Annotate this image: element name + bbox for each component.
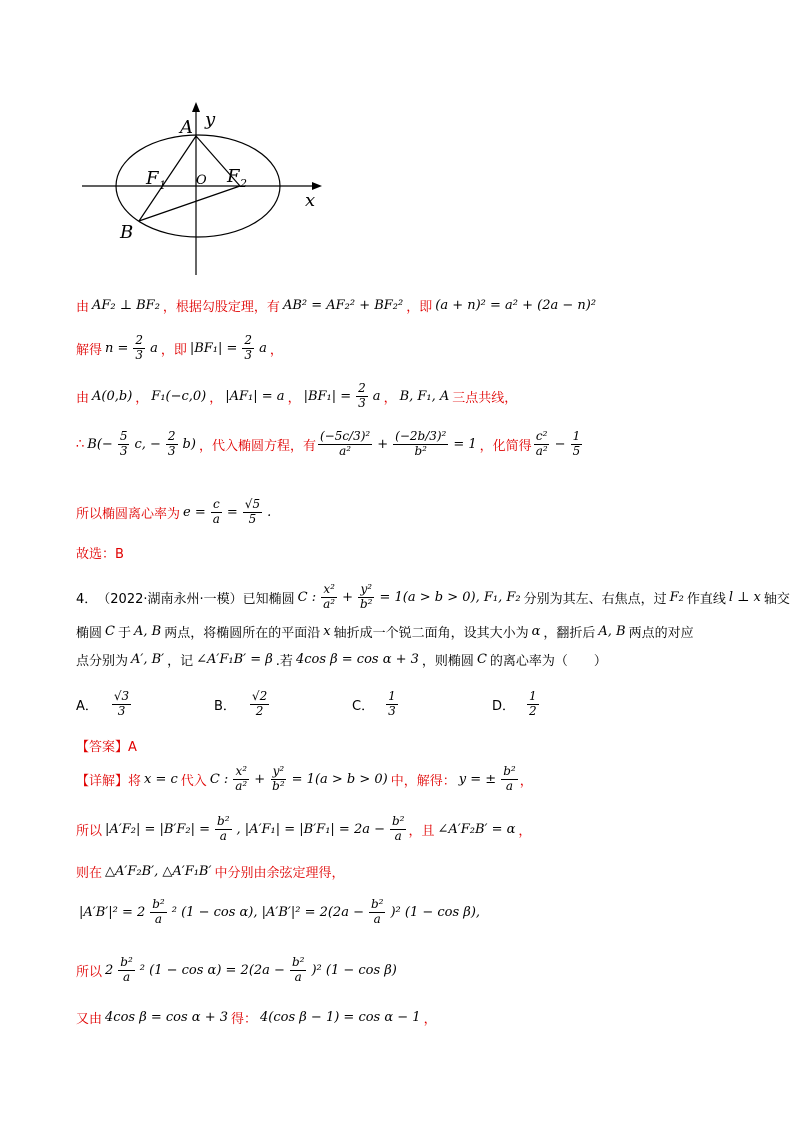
math: A, B bbox=[133, 624, 162, 639]
math: a bbox=[372, 388, 381, 404]
option-letter: B． bbox=[214, 698, 236, 714]
math: 4(cos β − 1) = cos α − 1 bbox=[260, 1010, 421, 1025]
math: AB² = AF₂² + BF₂² bbox=[282, 298, 404, 313]
math: C bbox=[105, 624, 115, 639]
math: ² (1 − cos α) = 2(2a − bbox=[139, 962, 285, 978]
text: ，记 bbox=[167, 654, 194, 669]
fraction: $\frac{\text{y²}}{\text{b²}}$ bbox=[272, 764, 285, 793]
fraction: $\frac{2}{3}$ bbox=[244, 333, 253, 362]
option-a bbox=[76, 690, 133, 719]
solution-line-6 bbox=[76, 543, 760, 562]
text: 所以 bbox=[76, 964, 103, 980]
text: 轴折成一个锐二面角，设其大小为 bbox=[333, 626, 529, 641]
fraction: $\frac{\text{(−5c/3)²}}{\text{a²}}$ bbox=[319, 429, 371, 458]
text: ，且 bbox=[408, 823, 435, 839]
answer-label: 【答案】A bbox=[76, 740, 137, 755]
math: . bbox=[267, 504, 272, 520]
text: ，则椭圆 bbox=[421, 654, 474, 669]
math: , |A′F₁| = |B′F₁| = 2a − bbox=[236, 821, 385, 837]
fraction: $\frac{\text{b²}}{a}$ bbox=[391, 814, 405, 843]
math: (a + n)² = a² + (2a − n)² bbox=[435, 298, 597, 313]
math: )² (1 − cos β), bbox=[390, 904, 481, 920]
label-x: x bbox=[305, 190, 316, 211]
label-B: B bbox=[120, 222, 134, 243]
question-line-2 bbox=[76, 622, 760, 641]
math: + bbox=[342, 589, 353, 605]
fraction: $\frac{1}{3}$ bbox=[388, 689, 396, 718]
option-letter: C． bbox=[352, 698, 375, 714]
math: F₁(−c,0) bbox=[151, 388, 207, 404]
text: 由 bbox=[76, 300, 90, 315]
math: C : bbox=[209, 771, 229, 787]
math: x bbox=[323, 624, 331, 639]
text: ，即 bbox=[406, 300, 433, 315]
math: B(− bbox=[87, 436, 113, 452]
math: c, − bbox=[134, 436, 161, 452]
text: 于 bbox=[117, 626, 131, 641]
fraction: $\frac{\text{b²}}{a}$ bbox=[503, 764, 516, 793]
text: 代入 bbox=[180, 773, 207, 789]
text: 又由 bbox=[76, 1012, 103, 1027]
math: a bbox=[259, 340, 267, 356]
math: − bbox=[554, 436, 566, 452]
solution-line-2 bbox=[76, 334, 760, 363]
text: ，即 bbox=[160, 342, 187, 358]
text: 已知椭圆 bbox=[242, 591, 295, 607]
ellipse-figure bbox=[0, 0, 800, 290]
text: ， bbox=[209, 390, 223, 406]
text: 分别为其左、右焦点，过 bbox=[523, 591, 667, 607]
math: |AF₁| = a bbox=[225, 388, 285, 404]
explanation-line-6 bbox=[76, 1008, 760, 1027]
label-F2: F bbox=[227, 166, 240, 187]
text: ，翻折后 bbox=[543, 626, 596, 641]
label-A: A bbox=[180, 117, 193, 138]
math: n = bbox=[105, 340, 129, 356]
x-axis-arrow bbox=[312, 182, 322, 190]
fraction: $\frac{2}{3}$ bbox=[358, 381, 366, 410]
fraction: $\frac{\text{x²}}{\text{a²}}$ bbox=[323, 582, 336, 611]
math: |A′B′|² = 2 bbox=[79, 904, 146, 920]
math: )² (1 − cos β) bbox=[311, 962, 397, 978]
fraction: $\frac{c}{a}$ bbox=[212, 497, 220, 526]
math: ² (1 − cos α), |A′B′|² = 2(2a − bbox=[171, 904, 364, 920]
text: 中分别由余弦定理得， bbox=[214, 866, 345, 881]
option-letter: D． bbox=[492, 698, 516, 714]
text: .若 bbox=[275, 654, 293, 669]
fraction: $\frac{\text{y²}}{\text{b²}}$ bbox=[360, 582, 373, 611]
fraction: $\frac{√3}{3}$ bbox=[113, 689, 130, 718]
text: ， bbox=[423, 1012, 437, 1027]
fraction: $\frac{\text{(−2b/3)²}}{\text{b²}}$ bbox=[395, 429, 447, 458]
text: ，化简得 bbox=[479, 438, 532, 454]
math: A′, B′ bbox=[131, 652, 165, 667]
math: ∠A′F₁B′ = β bbox=[196, 652, 273, 667]
text: ， bbox=[518, 823, 532, 839]
math: A, B bbox=[598, 624, 626, 639]
math: |BF₁| = bbox=[303, 388, 352, 404]
text: 轴交 bbox=[763, 591, 790, 607]
fraction: $\frac{\text{b²}}{a}$ bbox=[217, 814, 230, 843]
math: + bbox=[377, 436, 389, 452]
explanation-line-5 bbox=[76, 956, 760, 985]
segment-BF2 bbox=[139, 186, 240, 221]
question-source: （2022·湖南永州·一模） bbox=[97, 591, 243, 607]
solution-line-3 bbox=[76, 382, 760, 411]
fraction: $\frac{√5}{5}$ bbox=[244, 497, 261, 526]
text: 作直线 bbox=[686, 591, 726, 607]
explanation-line-1 bbox=[76, 765, 760, 794]
math: = bbox=[226, 504, 238, 520]
explanation-line-4 bbox=[76, 898, 760, 927]
math: = 1(a > b > 0), F₁, F₂ bbox=[379, 589, 521, 605]
fraction: $\frac{\text{c²}}{\text{a²}}$ bbox=[535, 429, 548, 458]
fraction: $\frac{\text{b²}}{a}$ bbox=[291, 955, 305, 984]
text: 中，解得： bbox=[390, 773, 456, 789]
fraction: $\frac{1}{2}$ bbox=[529, 689, 537, 718]
math: α bbox=[531, 624, 541, 639]
final-choice: 故选：B bbox=[76, 547, 124, 562]
explanation-line-3 bbox=[76, 862, 760, 881]
question-number: 4． bbox=[76, 591, 98, 607]
text: 所以椭圆离心率为 bbox=[76, 506, 181, 522]
text: 所以 bbox=[76, 823, 103, 839]
answer-line bbox=[76, 736, 760, 755]
math: |BF₁| = bbox=[189, 340, 238, 356]
text: 两点的对应 bbox=[628, 626, 694, 641]
option-d bbox=[492, 690, 541, 719]
question-line-1 bbox=[76, 582, 790, 612]
option-b bbox=[214, 690, 271, 719]
fraction: $\frac{√2}{2}$ bbox=[251, 689, 268, 718]
math: F₂ bbox=[669, 589, 684, 605]
math: 4cos β = cos α + 3 bbox=[105, 1010, 228, 1025]
math: e = bbox=[183, 504, 206, 520]
fraction: $\frac{\text{b²}}{a}$ bbox=[370, 897, 384, 926]
text: ， bbox=[287, 390, 301, 406]
math: y = ± bbox=[458, 771, 497, 787]
solution-line-4 bbox=[76, 430, 760, 459]
text: 两点，将椭圆所在的平面沿 bbox=[164, 626, 321, 641]
math: = 1(a > b > 0) bbox=[291, 771, 388, 787]
math: C bbox=[476, 652, 487, 667]
text: 由 bbox=[76, 390, 90, 406]
math: a bbox=[150, 340, 158, 356]
fraction: $\frac{2}{3}$ bbox=[167, 429, 176, 458]
text: ， bbox=[269, 342, 283, 358]
text: ，代入椭圆方程，有 bbox=[198, 438, 316, 454]
option-c bbox=[352, 690, 400, 719]
math: + bbox=[254, 771, 266, 787]
text: 椭圆 bbox=[76, 626, 103, 641]
label-y: y bbox=[205, 109, 216, 130]
text: 三点共线， bbox=[452, 390, 518, 406]
math: b) bbox=[182, 436, 196, 452]
math: ∠A′F₂B′ = α bbox=[437, 821, 516, 837]
math: C : bbox=[297, 589, 317, 605]
text: 的离心率为（ ） bbox=[489, 654, 607, 669]
explanation-line-2 bbox=[76, 815, 760, 844]
math: B, F₁, A bbox=[399, 388, 450, 404]
text: 解得 bbox=[76, 342, 103, 358]
question-line-3 bbox=[76, 650, 760, 669]
fraction: $\frac{\text{x²}}{\text{a²}}$ bbox=[235, 764, 248, 793]
label-F1: F bbox=[146, 168, 159, 189]
math: △A′F₂B′, △A′F₁B′ bbox=[105, 864, 212, 879]
math: = 1 bbox=[453, 436, 477, 452]
text: ， bbox=[383, 390, 397, 406]
text: ∴ bbox=[76, 436, 85, 452]
label-F1-sub: 1 bbox=[159, 179, 166, 192]
option-letter: A． bbox=[76, 698, 98, 714]
fraction: $\frac{\text{b²}}{a}$ bbox=[152, 897, 165, 926]
math: 4cos β = cos α + 3 bbox=[295, 652, 419, 667]
label-O: O bbox=[196, 173, 207, 188]
math: AF₂ ⊥ BF₂ bbox=[92, 298, 160, 313]
text: 点分别为 bbox=[76, 654, 129, 669]
text: 【详解】将 bbox=[76, 773, 142, 789]
math: x = c bbox=[144, 771, 178, 787]
math: 2 bbox=[105, 962, 114, 978]
math: A(0,b) bbox=[92, 388, 133, 404]
text: ， bbox=[135, 390, 149, 406]
text: 得： bbox=[231, 1012, 258, 1027]
text: 则在 bbox=[76, 866, 103, 881]
y-axis-arrow bbox=[192, 102, 200, 112]
label-F2-sub: 2 bbox=[240, 177, 247, 190]
solution-line-5 bbox=[76, 498, 760, 527]
text: ，根据勾股定理，有 bbox=[162, 300, 280, 315]
fraction: $\frac{5}{3}$ bbox=[119, 429, 128, 458]
math: |A′F₂| = |B′F₂| = bbox=[105, 821, 211, 837]
solution-line-1 bbox=[76, 296, 760, 315]
fraction: $\frac{1}{5}$ bbox=[572, 429, 581, 458]
fraction: $\frac{2}{3}$ bbox=[135, 333, 144, 362]
fraction: $\frac{\text{b²}}{a}$ bbox=[120, 955, 133, 984]
math: l ⊥ x bbox=[728, 589, 761, 605]
text: ， bbox=[519, 773, 533, 789]
